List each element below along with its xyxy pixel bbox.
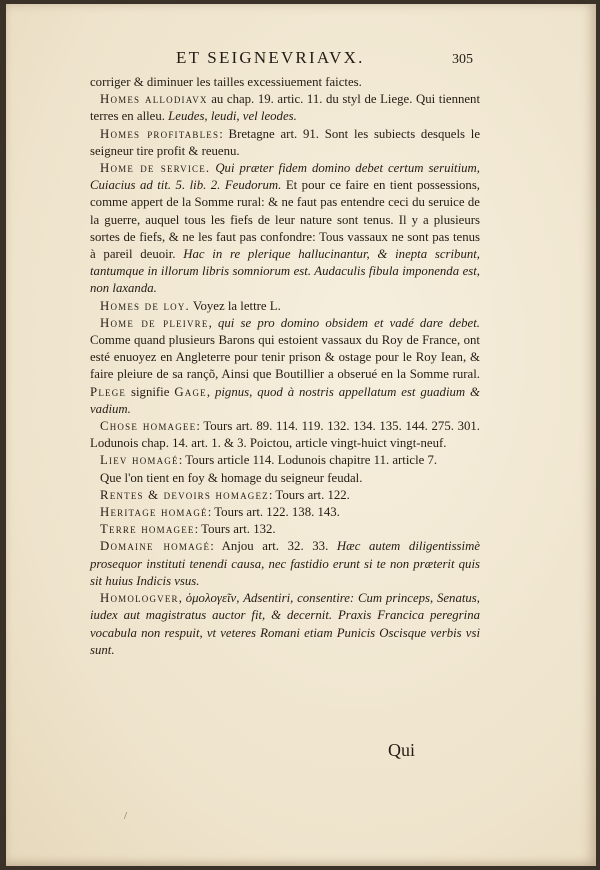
- entry-text: : Tours art. 132.: [194, 522, 276, 537]
- entry-text: corriger & diminuer les tailles excessiuement faictes.: [90, 75, 362, 89]
- entry-text: Comme quand plusieurs Barons qui estoient vassaux du Roy de France, ont esté enuoyez en Angleterre pour tenir prison & ostage pour le Roy Iean, & faire pleiure de sa rançõ, Ainsi que Boutillier a obserué en la Somme rural.: [90, 333, 480, 382]
- latin-text: Hæc autem diligentissimè prosequor instituti tenendi causa, nec fastidio erunt si te non præterit quis sit huius Indicis vsus.: [90, 539, 481, 588]
- latin-text: qui se pro domino obsidem et vadé dare debet.: [217, 315, 480, 330]
- book-page: [6, 4, 596, 866]
- entry-term: Homologver: [100, 591, 179, 606]
- entry-text: Voyez la lettre L.: [189, 298, 281, 313]
- entry-text: : Tours art. 122. 138. 143.: [207, 505, 340, 520]
- latin-text: Leudes, leudi, vel leodes.: [168, 109, 297, 124]
- entry-text: ,: [208, 315, 218, 330]
- entry-term: Home de pleivre: [100, 315, 209, 330]
- entry-text: au chap. 19. artic. 11. du styl de Liege. Qui tiennent terres en alleu.: [90, 92, 480, 124]
- entry-term: Rentes & devoirs homagez: [100, 487, 269, 502]
- catchword: Qui: [388, 740, 415, 760]
- entry-paragraph: [90, 74, 480, 91]
- entry-text: : Tours article 114. Lodunois chapitre 11. article 7.: [178, 453, 438, 468]
- entry-term: Liev homagé: [100, 453, 179, 468]
- entry-text: Que l'on tient en foy & homage du seigneur feudal.: [100, 470, 363, 485]
- entry-paragraph: [90, 470, 480, 487]
- entry-paragraph: [90, 590, 480, 659]
- entry-term: Homes profitables: [100, 126, 220, 141]
- entry-paragraph: [90, 487, 480, 504]
- entry-text: : Anjou art. 32. 33.: [210, 539, 337, 554]
- entry-text: ,: [178, 591, 186, 606]
- entry-paragraph: [90, 504, 480, 521]
- page-number: 305: [452, 52, 473, 67]
- entry-text: : Tours art. 89. 114. 119. 132. 134. 135. 144. 275. 301. Lodunois chap. 14. art. 1. & 3. Poictou, article vingt-huict vingt-neuf.: [90, 419, 480, 451]
- entry-term: Home de service.: [100, 161, 211, 176]
- entry-text: Et pour ce faire en tient possessions, comme appert de la Somme rural: & ne faut pas entendre ceci du seruice de la guerre, auquel tous les fiefs de leur nature sont tenus. Il y a plusieurs sortes de fiefs, & ne les faut pas confondre: Tous vassaux ne sont pas tenus à pareil deuoir.: [90, 178, 480, 262]
- entry-term: Plege: [90, 384, 127, 399]
- running-head: ET SEIGNEVRIAVX.: [176, 48, 365, 67]
- entry-term: Terre homagee: [100, 522, 195, 537]
- entry-term: Heritage homagé: [100, 505, 208, 520]
- entry-term: Homes de loy.: [100, 298, 190, 313]
- entry-paragraph: [90, 315, 480, 418]
- entry-text: ,: [236, 591, 244, 606]
- entry-paragraph: [90, 126, 480, 160]
- entry-term: Homes allodiavx: [100, 92, 208, 107]
- margin-mark-decorative: /: [124, 810, 128, 822]
- entry-text: : Bretagne art. 91. Sont les subiects desquels le seigneur tire profit & reuenu.: [90, 126, 481, 158]
- entry-term: Domaine homagé: [100, 539, 211, 554]
- latin-text: Qui præter fidem domino debet certum seruitium, Cuiacius ad tit. 5. lib. 2. Feudorum.: [90, 161, 480, 193]
- entry-paragraph: [90, 538, 480, 590]
- entry-text: signifie: [126, 384, 175, 399]
- entry-paragraph: [90, 160, 480, 298]
- entry-paragraph: [90, 298, 480, 315]
- latin-text: Adsentiri, consentire: Cum princeps, Senatus, iudex aut magistratus auctor fit, & decernit. Praxis Francica peregrina vocabula non respuit, vt veteres Romani etiam Punicis Oscisque verbis vsi sunt.: [90, 591, 480, 657]
- entry-text: : Tours art. 122.: [268, 487, 350, 502]
- page-header: [6, 48, 596, 72]
- entry-paragraph: [90, 452, 480, 469]
- entry-term: Gage: [174, 384, 207, 399]
- greek-text: ὁμολογεῖν: [185, 591, 237, 606]
- entry-term: Chose homagee: [100, 419, 197, 434]
- latin-text: pignus, quod à nostris appellatum est guadium & vadium.: [90, 384, 480, 416]
- entry-text: ,: [206, 384, 215, 399]
- latin-text: Hac in re plerique hallucinantur, & inepta scribunt, tantumque in illorum libris somniorum est. Audaculis fibula imponenda est, non laxanda.: [90, 247, 480, 296]
- entry-paragraph: [90, 91, 480, 125]
- entry-paragraph: [90, 418, 480, 452]
- page-body: [90, 74, 480, 659]
- entry-paragraph: [90, 521, 480, 538]
